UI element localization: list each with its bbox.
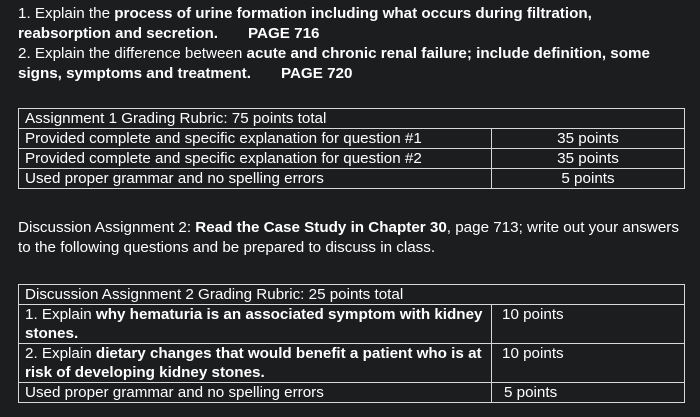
rubric-criterion: Used proper grammar and no spelling errors [19,169,492,189]
question-1 [18,4,688,44]
discussion-suffix: , page 713; write out your answers to the following questions and be prepared to discuss in class. [18,219,679,256]
rubric-criterion: Used proper grammar and no spelling errors [19,383,492,403]
question-1-prefix: 1. Explain the [18,5,115,22]
table-row [19,169,685,189]
rubric-title-row [19,109,685,129]
assignment-1-rubric-table [18,108,685,189]
table-row [19,305,685,344]
question-2-prefix: 2. Explain the difference between [18,45,247,62]
discussion-instructions [18,218,693,258]
discussion-prefix: Discussion Assignment 2: [18,219,196,236]
criterion-topic: dietary changes that would benefit a patient who is at risk of developing kidney stones. [25,345,482,381]
rubric-title: Discussion Assignment 2 Grading Rubric: 25 points total [19,285,685,305]
rubric-points: 5 points [492,383,685,403]
table-row [19,344,685,383]
criterion-prefix: 1. Explain [25,306,96,323]
criterion-prefix: 2. Explain [25,345,96,362]
rubric-criterion: Provided complete and specific explanation for question #1 [19,129,492,149]
question-2 [18,44,688,84]
table-row [19,383,685,403]
rubric-title: Assignment 1 Grading Rubric: 75 points total [19,109,685,129]
criterion-topic: why hematuria is an associated symptom with kidney stones. [25,306,483,342]
rubric-title-row [19,285,685,305]
rubric-points: 10 points [492,344,685,383]
rubric-points: 35 points [492,129,685,149]
rubric-points: 35 points [492,149,685,169]
rubric-criterion [19,344,492,383]
rubric-points: 5 points [492,169,685,189]
rubric-points: 10 points [492,305,685,344]
rubric-criterion: Provided complete and specific explanation for question #2 [19,149,492,169]
question-2-page: PAGE 720 [280,65,353,82]
table-row [19,129,685,149]
discussion-case-study: Read the Case Study in Chapter 30 [195,219,447,236]
question-1-page: PAGE 716 [248,25,320,42]
question-2-topic: acute and chronic renal failure; include definition, some signs, symptoms and treatment. [18,45,650,82]
question-1-topic: process of urine formation including what occurs during filtration, reabsorption and secretion. [18,5,592,42]
discussion-2-rubric-table [18,284,685,403]
table-row [19,149,685,169]
rubric-criterion [19,305,492,344]
